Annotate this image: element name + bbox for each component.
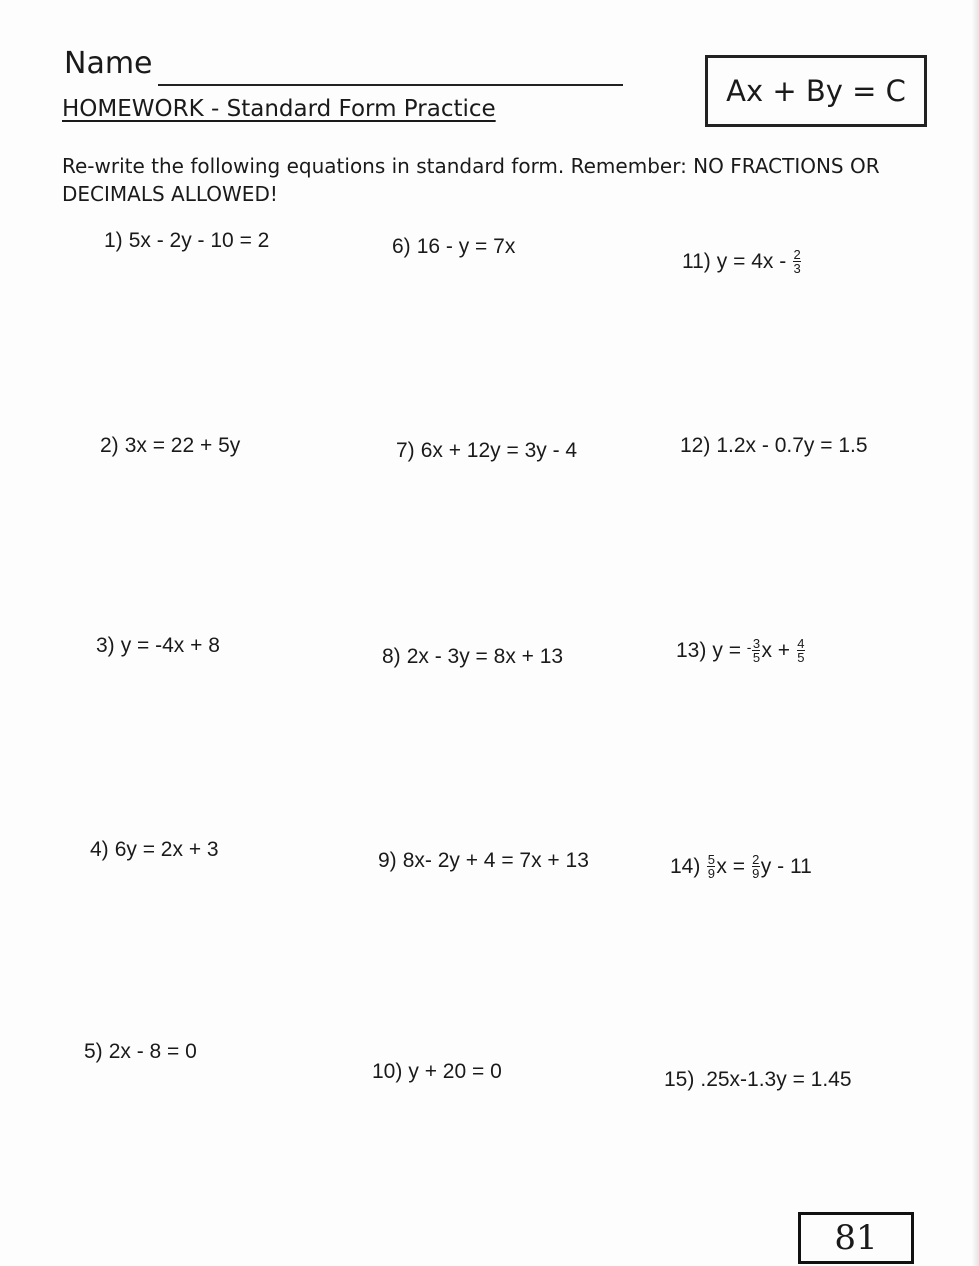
problem-number: 11) xyxy=(682,249,711,273)
fraction-denominator: 5 xyxy=(797,650,805,665)
name-blank-line xyxy=(158,84,623,86)
problem-equation: 16 - y = 7x xyxy=(416,235,516,258)
problem-equation: 8x- 2y + 4 = 7x + 13 xyxy=(402,849,589,872)
fraction-denominator: 9 xyxy=(707,866,715,881)
problem-number: 13) xyxy=(676,638,707,662)
problem-8 xyxy=(382,645,563,669)
problem-number: 1) xyxy=(104,229,123,252)
problem-equation: y + 20 = 0 xyxy=(408,1060,502,1083)
problem-14 xyxy=(670,853,812,880)
problem-7 xyxy=(396,439,577,463)
fraction-denominator: 5 xyxy=(752,650,761,665)
fraction xyxy=(793,248,801,275)
instructions: Re-write the following equations in standard form. Remember: NO FRACTIONS OR DECIMALS ALLOWED! xyxy=(62,154,880,206)
fraction-numerator: 2 xyxy=(793,247,801,262)
problem-2 xyxy=(100,434,240,458)
paper-edge xyxy=(971,0,979,1266)
problem-equation: .25x-1.3y = 1.45 xyxy=(700,1068,852,1091)
problem-equation: y = -4x + 8 xyxy=(120,634,220,657)
fraction xyxy=(752,853,760,880)
problem-number: 9) xyxy=(378,849,397,872)
problem-number: 8) xyxy=(382,645,401,668)
problem-number: 10) xyxy=(372,1060,403,1083)
problem-equation: 1.2x - 0.7y = 1.5 xyxy=(716,434,868,457)
negative-sign: - xyxy=(746,639,752,655)
fraction-numerator: 3 xyxy=(752,636,761,651)
problem-number: 2) xyxy=(100,434,119,457)
fraction xyxy=(752,637,760,664)
problem-number: 12) xyxy=(680,434,711,457)
page-number-box xyxy=(798,1212,914,1264)
problem-9 xyxy=(378,849,589,873)
fraction xyxy=(707,853,715,880)
problem-number: 3) xyxy=(96,634,115,657)
standard-form-box xyxy=(705,55,927,127)
name-label: Name xyxy=(64,46,153,81)
problem-equation: 6y = 2x + 3 xyxy=(114,838,219,861)
problem-equation: 5x - 2y - 10 = 2 xyxy=(128,229,270,252)
standard-form-formula: Ax + By = C xyxy=(726,74,906,108)
problem-1 xyxy=(104,229,269,253)
problem-number: 14) xyxy=(670,854,701,878)
problem-number: 15) xyxy=(664,1068,695,1091)
fraction-numerator: 2 xyxy=(752,852,760,867)
problem-4 xyxy=(90,838,219,862)
page-number: 81 xyxy=(834,1218,878,1258)
fraction xyxy=(797,637,805,664)
fraction-numerator: 4 xyxy=(797,636,805,651)
problem-13 xyxy=(676,637,806,664)
problem-15 xyxy=(664,1068,852,1092)
equation-part: x + xyxy=(761,638,796,662)
problem-number: 6) xyxy=(392,235,411,258)
problem-number: 5) xyxy=(84,1040,103,1063)
fraction-denominator: 9 xyxy=(752,866,760,881)
problem-number: 4) xyxy=(90,838,109,861)
problem-equation: 6x + 12y = 3y - 4 xyxy=(420,439,578,462)
equation-part: x = xyxy=(716,854,751,878)
problem-11 xyxy=(682,248,802,275)
problem-12 xyxy=(680,434,868,458)
equation-part: y = xyxy=(712,638,747,662)
problem-5 xyxy=(84,1040,197,1064)
problem-6 xyxy=(392,235,515,259)
problem-10 xyxy=(372,1060,502,1084)
problem-number: 7) xyxy=(396,439,415,462)
problem-3 xyxy=(96,634,220,658)
problem-equation: 2x - 8 = 0 xyxy=(108,1040,197,1063)
problem-equation: 3x = 22 + 5y xyxy=(124,434,241,457)
fraction-numerator: 5 xyxy=(707,852,715,867)
homework-title: HOMEWORK - Standard Form Practice xyxy=(62,96,496,122)
problem-equation: 2x - 3y = 8x + 13 xyxy=(406,645,564,668)
equation-part: y - 11 xyxy=(760,854,812,878)
fraction-denominator: 3 xyxy=(793,261,801,276)
equation-part: y = 4x - xyxy=(716,249,793,273)
